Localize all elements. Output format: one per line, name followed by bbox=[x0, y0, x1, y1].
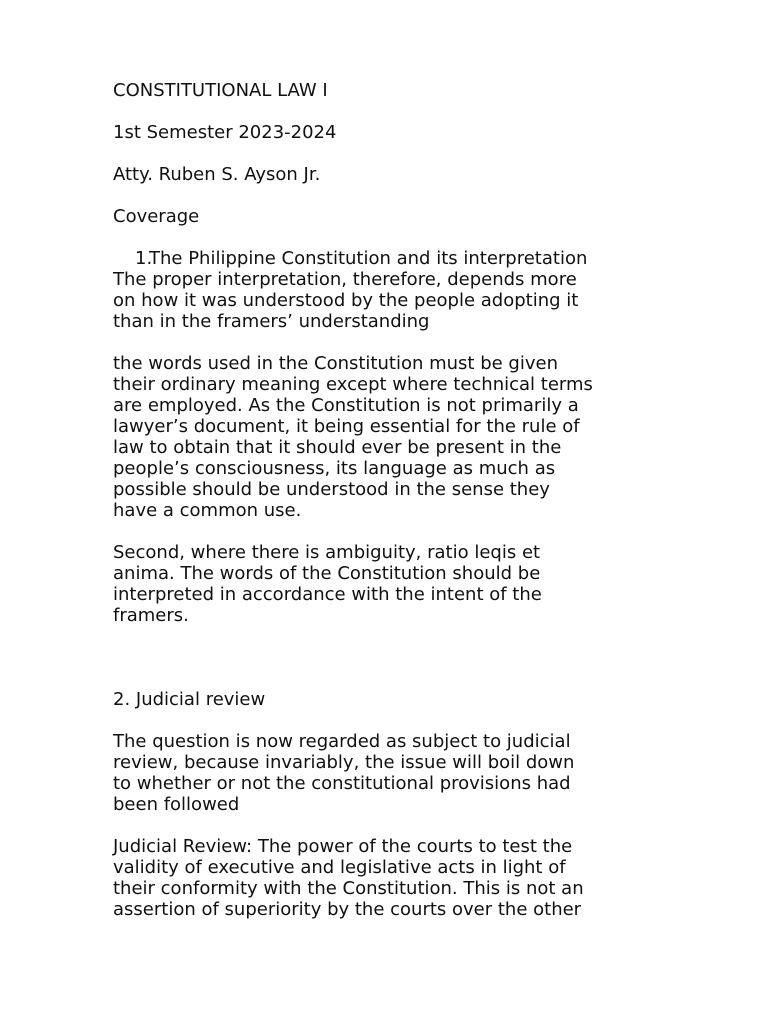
paragraph-line: The question is now regarded as subject to judicial bbox=[113, 731, 571, 752]
instructor-name: Atty. Ruben S. Ayson Jr. bbox=[113, 164, 321, 185]
section-1-title: The Philippine Constitution and its interpretation bbox=[149, 248, 588, 269]
paragraph-line: anima. The words of the Constitution should be bbox=[113, 563, 541, 584]
section-spacer bbox=[113, 647, 658, 689]
section-2-paragraph-1 bbox=[113, 731, 658, 815]
section-2-paragraph-2 bbox=[113, 836, 658, 920]
paragraph-line: lawyer’s document, it being essential for the rule of bbox=[113, 416, 580, 437]
paragraph-line: framers. bbox=[113, 605, 189, 626]
paragraph-line: have a common use. bbox=[113, 500, 302, 521]
paragraph-line: law to obtain that it should ever be present in the bbox=[113, 437, 562, 458]
paragraph-line: validity of executive and legislative acts in light of bbox=[113, 857, 566, 878]
paragraph-line: possible should be understood in the sense they bbox=[113, 479, 550, 500]
document-page bbox=[113, 80, 658, 941]
paragraph-line: their ordinary meaning except where technical terms bbox=[113, 374, 593, 395]
paragraph-line: their conformity with the Constitution. This is not an bbox=[113, 878, 584, 899]
paragraph-line: assertion of superiority by the courts over the other bbox=[113, 899, 582, 920]
section-2 bbox=[113, 689, 658, 920]
section-1 bbox=[113, 248, 658, 626]
paragraph-line: on how it was understood by the people adopting it bbox=[113, 290, 579, 311]
paragraph-line: Second, where there is ambiguity, ratio leqis et bbox=[113, 542, 541, 563]
section-2-heading: 2. Judicial review bbox=[113, 689, 266, 710]
semester-line: 1st Semester 2023-2024 bbox=[113, 122, 337, 143]
coverage-heading: Coverage bbox=[113, 206, 200, 227]
paragraph-line: been followed bbox=[113, 794, 240, 815]
paragraph-line: to whether or not the constitutional provisions had bbox=[113, 773, 571, 794]
paragraph-line: interpreted in accordance with the intent of the bbox=[113, 584, 542, 605]
section-1-paragraph-1 bbox=[113, 269, 658, 332]
paragraph-line: are employed. As the Constitution is not primarily a bbox=[113, 395, 579, 416]
paragraph-line: The proper interpretation, therefore, depends more bbox=[113, 269, 577, 290]
paragraph-line: Judicial Review: The power of the courts to test the bbox=[113, 836, 573, 857]
section-1-number: 1. bbox=[135, 248, 153, 269]
section-1-paragraph-2 bbox=[113, 353, 658, 521]
section-1-paragraph-3 bbox=[113, 542, 658, 626]
paragraph-line: than in the framers’ understanding bbox=[113, 311, 430, 332]
paragraph-line: review, because invariably, the issue will boil down bbox=[113, 752, 575, 773]
paragraph-line: people’s consciousness, its language as much as bbox=[113, 458, 556, 479]
section-1-heading bbox=[113, 248, 658, 269]
course-title: CONSTITUTIONAL LAW I bbox=[113, 80, 328, 101]
paragraph-line: the words used in the Constitution must be given bbox=[113, 353, 558, 374]
